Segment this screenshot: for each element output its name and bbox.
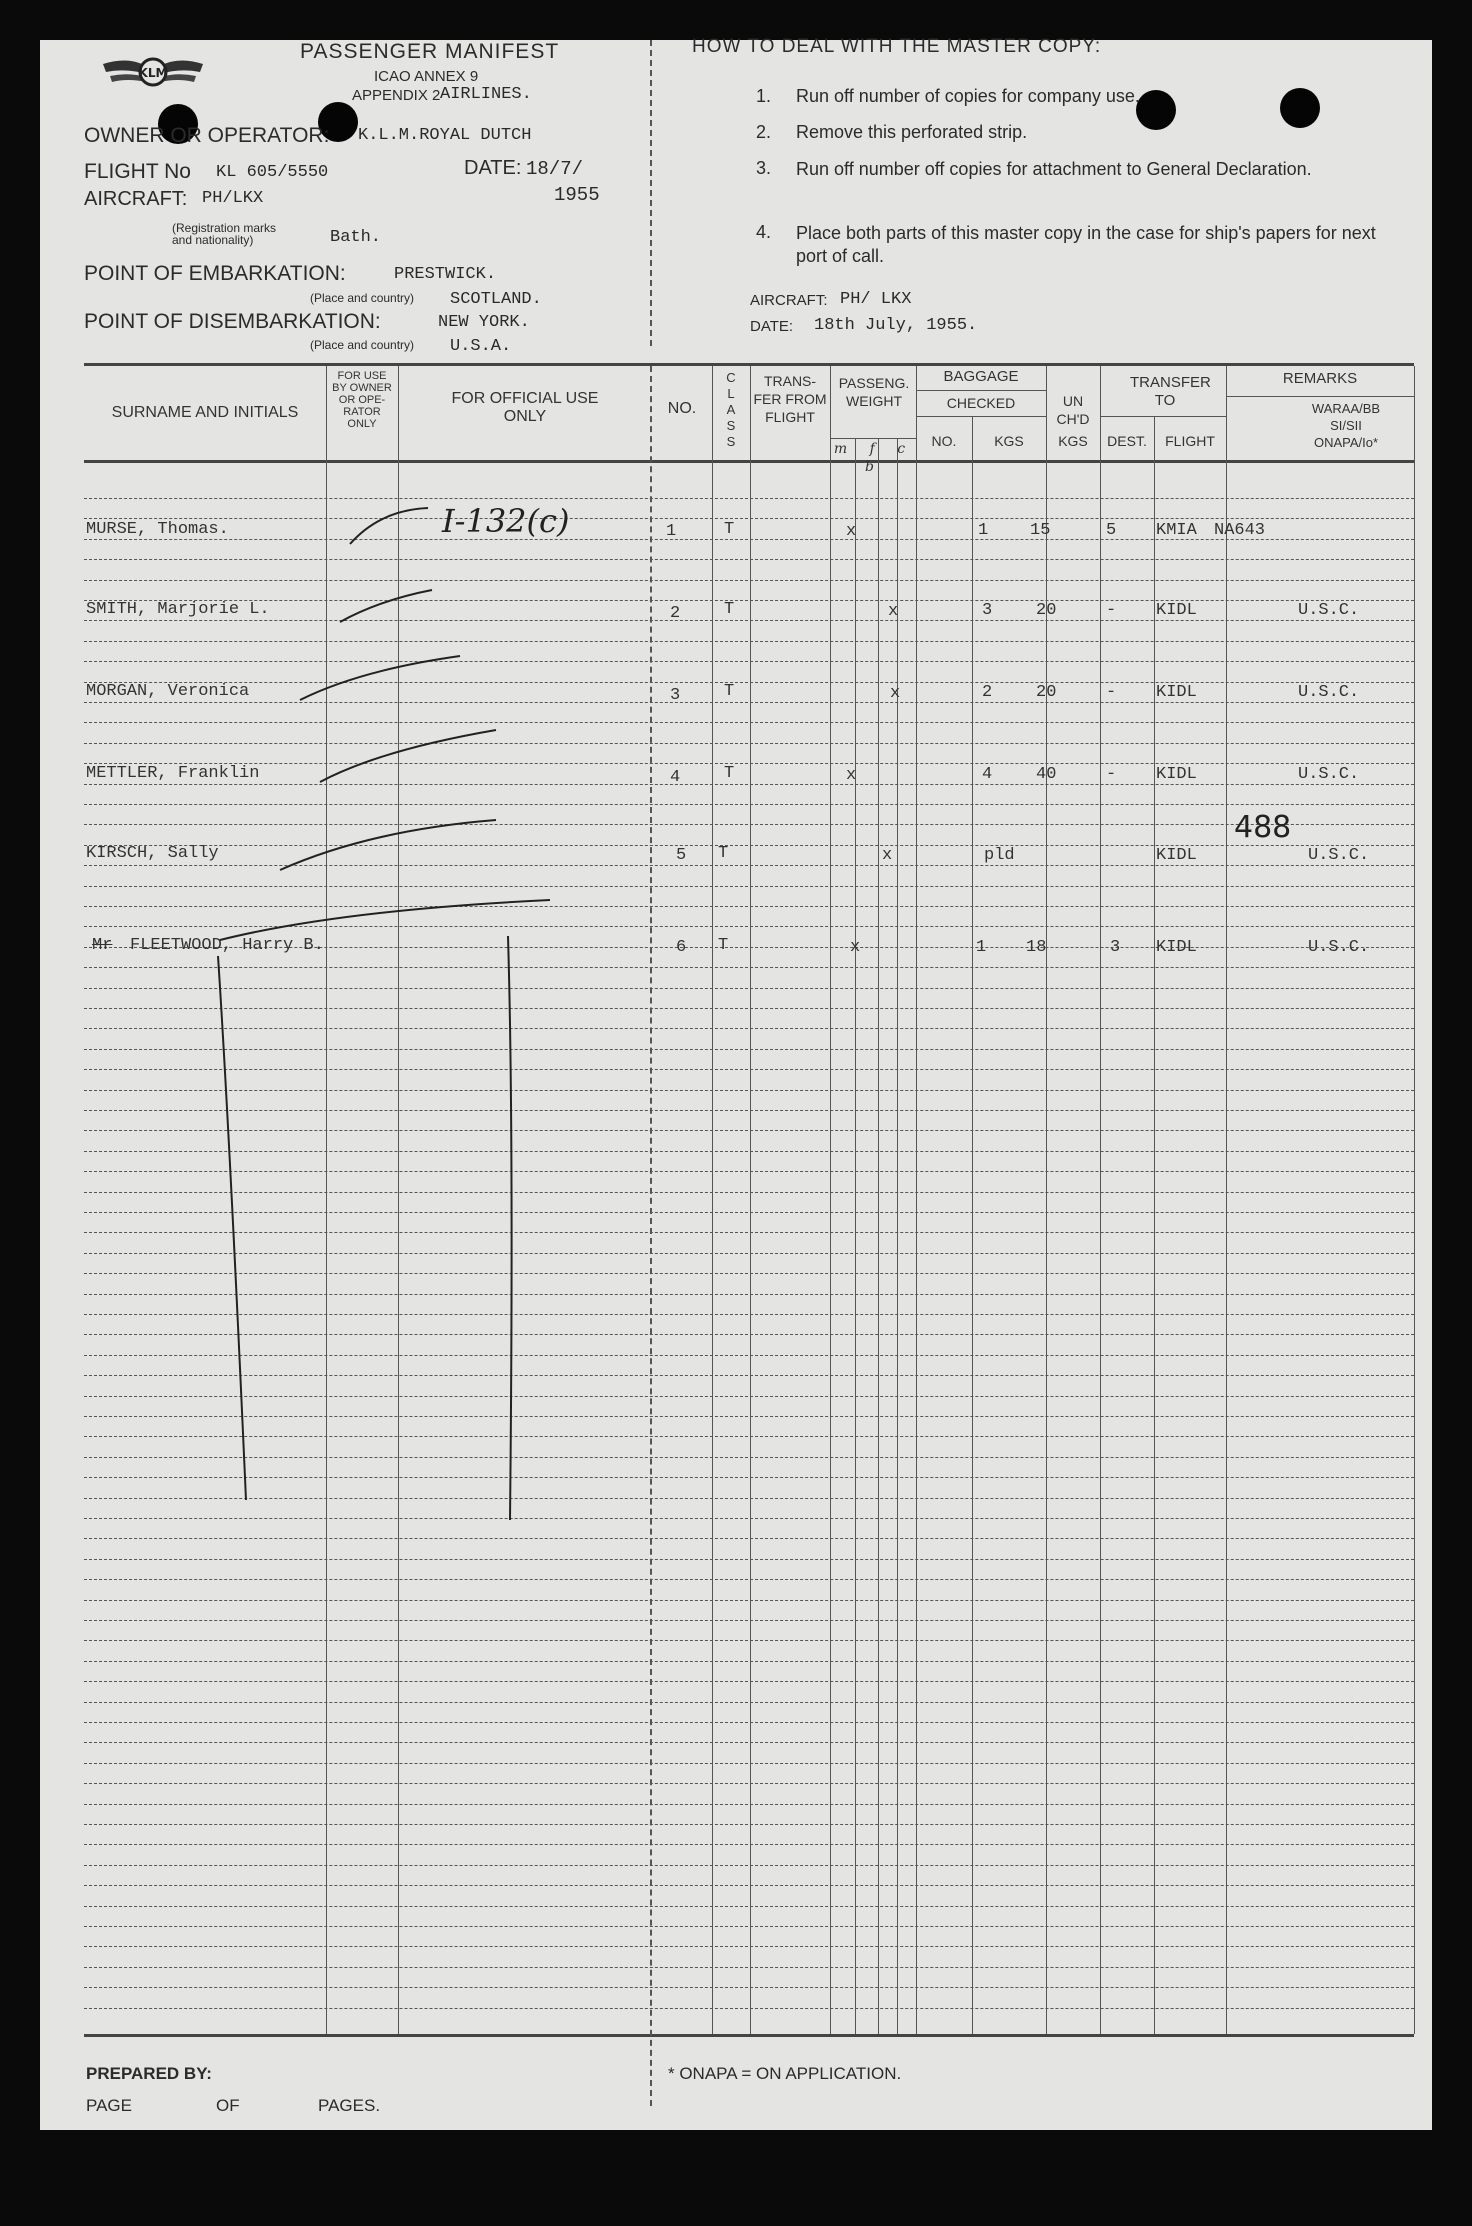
passenger-class: T bbox=[718, 936, 729, 955]
of-label: OF bbox=[216, 2096, 240, 2115]
unchecked-kgs: 3 bbox=[1110, 938, 1121, 957]
ruled-line bbox=[84, 1946, 1414, 1947]
instructions-aircraft-value: PH/ LKX bbox=[840, 290, 912, 309]
ruled-line bbox=[84, 1906, 1414, 1907]
ruled-line bbox=[84, 1661, 1414, 1662]
passenger-no: 3 bbox=[670, 686, 681, 705]
remarks: U.S.C. bbox=[1298, 601, 1360, 620]
baggage-count: 1 bbox=[978, 521, 989, 540]
baggage-count: 4 bbox=[982, 765, 993, 784]
baggage-kgs: 15 bbox=[1030, 521, 1051, 540]
passenger-weight-f: x bbox=[890, 684, 901, 703]
struck-prefix: Mr bbox=[92, 936, 113, 955]
ruled-line bbox=[84, 1681, 1414, 1682]
transfer-flight: NA643 bbox=[1214, 521, 1266, 540]
instructions-title: HOW TO DEAL WITH THE MASTER COPY: bbox=[692, 36, 1102, 57]
header-passeng-weight: PASSENG. WEIGHT bbox=[838, 375, 910, 409]
header-bag-no: NO. bbox=[931, 433, 957, 449]
ruled-line bbox=[84, 1702, 1414, 1703]
header-no: NO. bbox=[667, 400, 697, 417]
passenger-no: 6 bbox=[676, 938, 687, 957]
instructions-aircraft-label: AIRCRAFT: bbox=[750, 292, 828, 309]
handwritten-check-strokes bbox=[40, 40, 1432, 1540]
baggage-kgs: 20 bbox=[1036, 683, 1057, 702]
airlines-suffix: AIRLINES. bbox=[440, 85, 532, 104]
instructions-date-value: 18th July, 1955. bbox=[814, 316, 978, 335]
header-surname: SURNAME AND INITIALS bbox=[111, 404, 299, 421]
baggage-kgs: 18 bbox=[1026, 938, 1047, 957]
ruled-line bbox=[84, 1824, 1414, 1825]
instruction-2-text: Remove this perforated strip. bbox=[796, 122, 1028, 142]
baggage-count: 3 bbox=[982, 601, 993, 620]
embarkation-country: SCOTLAND. bbox=[450, 290, 542, 309]
form-title: PASSENGER MANIFEST bbox=[300, 40, 560, 63]
transfer-dest: KMIA bbox=[1156, 521, 1197, 540]
instruction-3-num: 3. bbox=[756, 158, 772, 178]
instruction-1-text: Run off number of copies for company use. bbox=[796, 86, 1140, 106]
ruled-line bbox=[84, 1783, 1414, 1784]
header-flight: FLIGHT bbox=[1165, 433, 1215, 449]
passenger-weight-f: x bbox=[888, 602, 899, 621]
passenger-weight-m: x bbox=[850, 938, 861, 957]
instruction-2-num: 2. bbox=[756, 122, 772, 142]
ruled-line bbox=[84, 1600, 1414, 1601]
transfer-dest: KIDL bbox=[1156, 601, 1197, 620]
transfer-dest: KIDL bbox=[1156, 765, 1197, 784]
passenger-name: MORGAN, Veronica bbox=[86, 682, 250, 701]
header-class: C L A S S bbox=[726, 370, 736, 449]
ruled-line bbox=[84, 1844, 1414, 1845]
remarks: U.S.C. bbox=[1298, 683, 1360, 702]
header-kgs-unchd: KGS bbox=[1058, 433, 1088, 449]
form-subtitle-annex: ICAO ANNEX 9 bbox=[374, 68, 479, 85]
ruled-line bbox=[84, 1763, 1414, 1764]
header-transfer-from: TRANS- FER FROM FLIGHT bbox=[753, 373, 827, 425]
header-dest: DEST. bbox=[1107, 433, 1147, 449]
header-baggage: BAGGAGE bbox=[943, 368, 1019, 385]
unchecked-kgs: - bbox=[1106, 683, 1117, 702]
passenger-name: KIRSCH, Sally bbox=[86, 844, 219, 863]
disembarkation-country: U.S.A. bbox=[450, 337, 512, 356]
embarkation-value: PRESTWICK. bbox=[394, 265, 497, 284]
transfer-dest: KIDL bbox=[1156, 846, 1197, 865]
date-value: 18/7/ bbox=[526, 158, 584, 180]
owner-label: OWNER OR OPERATOR: bbox=[84, 124, 330, 147]
unchecked-kgs: - bbox=[1106, 765, 1117, 784]
embarkation-label: POINT OF EMBARKATION: bbox=[84, 262, 346, 285]
passenger-no: 4 bbox=[670, 768, 681, 787]
ruled-line bbox=[84, 1987, 1414, 1988]
unchecked-kgs: 5 bbox=[1106, 521, 1117, 540]
instruction-4-text: Place both parts of this master copy in the case for ship's papers for next port of call. bbox=[796, 223, 1376, 266]
passenger-name: SMITH, Marjorie L. bbox=[86, 600, 270, 619]
header-official-use: FOR OFFICIAL USE ONLY bbox=[451, 390, 599, 425]
registration-note-line1: (Registration marks bbox=[172, 221, 277, 235]
remarks: U.S.C. bbox=[1308, 938, 1370, 957]
passenger-class: T bbox=[724, 682, 735, 701]
onapa-note: * ONAPA = ON APPLICATION. bbox=[668, 2064, 902, 2083]
disembarkation-value: NEW YORK. bbox=[438, 313, 530, 332]
baggage-count: 2 bbox=[982, 683, 993, 702]
remarks: U.S.C. bbox=[1308, 846, 1370, 865]
passenger-class: T bbox=[718, 844, 729, 863]
unchecked-kgs: - bbox=[1106, 601, 1117, 620]
flight-value: KL 605/5550 bbox=[216, 163, 329, 182]
instruction-3-text: Run off number off copies for attachment to General Declaration. bbox=[796, 159, 1312, 179]
embarkation-place-note: (Place and country) bbox=[310, 291, 415, 305]
passenger-no: 5 bbox=[676, 846, 687, 865]
passenger-name: MURSE, Thomas. bbox=[86, 520, 229, 539]
header-owner-use: FOR USE BY OWNER OR OPE- RATOR ONLY bbox=[332, 370, 392, 430]
ruled-line bbox=[84, 1559, 1414, 1560]
passenger-class: T bbox=[724, 764, 735, 783]
ruled-line bbox=[84, 2008, 1414, 2009]
header-remarks: REMARKS bbox=[1282, 370, 1358, 387]
header-weight-sub: m f c b bbox=[833, 441, 915, 475]
pages-label: PAGES. bbox=[318, 2096, 381, 2115]
header-unchd: UN CH'D bbox=[1056, 393, 1090, 427]
transfer-dest: KIDL bbox=[1156, 683, 1197, 702]
baggage-count: pld bbox=[984, 846, 1015, 865]
ruled-line bbox=[84, 1722, 1414, 1723]
aircraft-name: Bath. bbox=[330, 228, 382, 247]
passenger-name: FLEETWOOD, Harry B. bbox=[130, 936, 324, 955]
passenger-class: T bbox=[724, 520, 735, 539]
disembarkation-place-note: (Place and country) bbox=[310, 338, 415, 352]
baggage-kgs: 20 bbox=[1036, 601, 1057, 620]
disembarkation-label: POINT OF DISEMBARKATION: bbox=[84, 310, 381, 333]
prepared-by-label: PREPARED BY: bbox=[86, 2064, 212, 2083]
date-label: DATE: bbox=[464, 157, 522, 179]
ruled-line bbox=[84, 1967, 1414, 1968]
passenger-class: T bbox=[724, 600, 735, 619]
ruled-line bbox=[84, 1620, 1414, 1621]
registration-note-line2: and nationality) bbox=[172, 233, 254, 247]
aircraft-value: PH/LKX bbox=[202, 189, 264, 208]
baggage-count: 1 bbox=[976, 938, 987, 957]
ruled-line bbox=[84, 1640, 1414, 1641]
header-remarks-codes: WARAA/BB SI/SII ONAPA/Io* bbox=[1311, 401, 1381, 450]
header-checked: CHECKED bbox=[946, 395, 1016, 411]
instruction-1-num: 1. bbox=[756, 86, 772, 106]
form-subtitle-appendix: APPENDIX 2 bbox=[352, 87, 441, 104]
ruled-line bbox=[84, 1804, 1414, 1805]
passenger-name: METTLER, Franklin bbox=[86, 764, 260, 783]
svg-text:KLM: KLM bbox=[138, 66, 168, 80]
ruled-line bbox=[84, 1742, 1414, 1743]
handwritten-number: 488 bbox=[1234, 810, 1292, 845]
ruled-line bbox=[84, 1885, 1414, 1886]
header-kgs: KGS bbox=[994, 433, 1024, 449]
instruction-4-num: 4. bbox=[756, 222, 772, 242]
flight-label: FLIGHT No bbox=[84, 160, 191, 183]
transfer-dest: KIDL bbox=[1156, 938, 1197, 957]
baggage-kgs: 40 bbox=[1036, 765, 1057, 784]
remarks: U.S.C. bbox=[1298, 765, 1360, 784]
passenger-weight-m: x bbox=[846, 522, 857, 541]
year-value: 1955 bbox=[554, 184, 600, 206]
passenger-weight-m: x bbox=[846, 766, 857, 785]
page-label: PAGE bbox=[86, 2096, 132, 2115]
official-handwritten-mark: I-132(c) bbox=[442, 502, 570, 540]
table-bottom-rule bbox=[84, 2034, 1414, 2037]
passenger-no: 1 bbox=[666, 522, 677, 541]
ruled-line bbox=[84, 1865, 1414, 1866]
header-transfer-to: TRANSFER TO bbox=[1130, 374, 1211, 409]
owner-value: K.L.M.ROYAL DUTCH bbox=[358, 126, 532, 145]
manifest-page bbox=[40, 36, 1432, 2130]
instructions-date-label: DATE: bbox=[750, 318, 794, 335]
aircraft-label: AIRCRAFT: bbox=[84, 188, 188, 210]
ruled-line bbox=[84, 1926, 1414, 1927]
ruled-line bbox=[84, 1579, 1414, 1580]
passenger-weight-f: x bbox=[882, 846, 893, 865]
passenger-no: 2 bbox=[670, 604, 681, 623]
